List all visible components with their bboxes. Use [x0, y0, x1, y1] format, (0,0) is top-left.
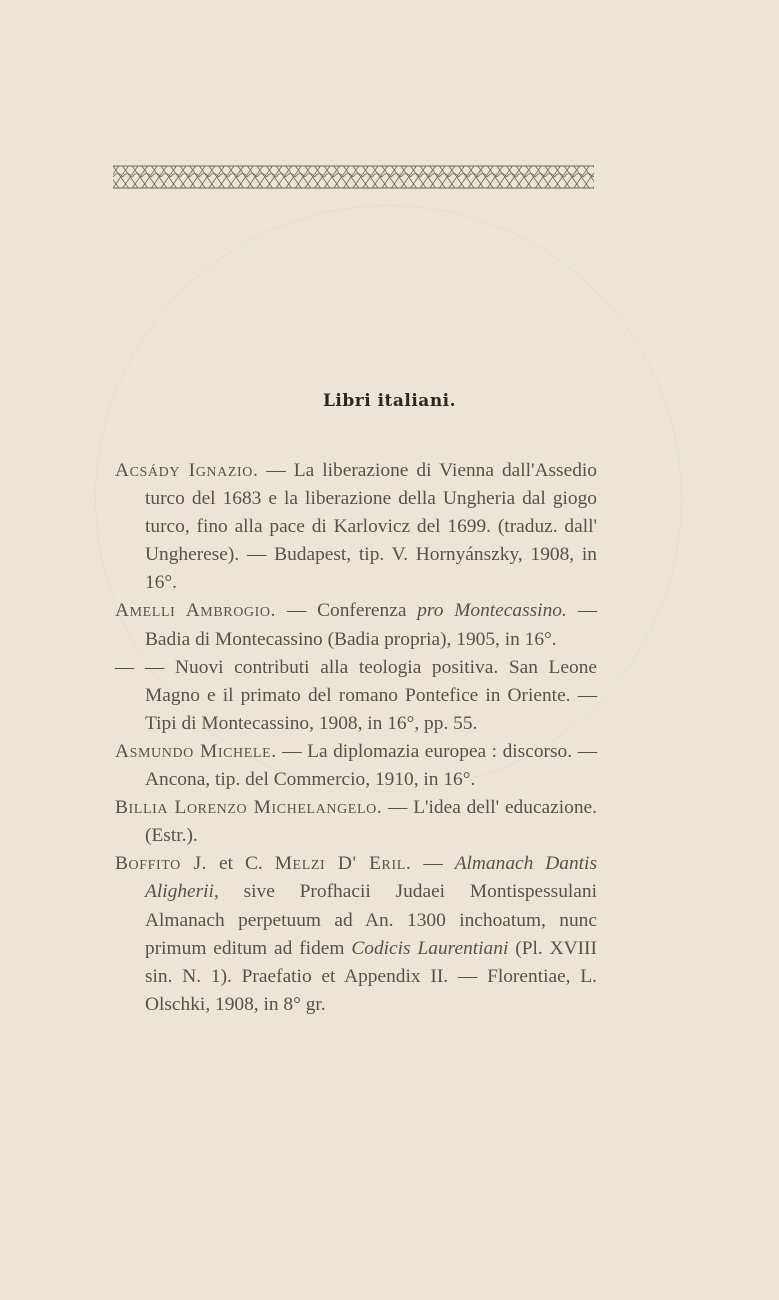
entry-author: Acsády Ignazio.: [115, 460, 259, 481]
decorative-border-ornament: [113, 164, 594, 190]
bibliography-entry: [115, 850, 597, 1019]
entry-author: Amelli Ambrogio.: [115, 600, 277, 622]
bibliography-entry: [115, 597, 597, 653]
bibliography-entry: [115, 654, 597, 738]
entry-title-italic: Codicis Laurentiani: [351, 937, 509, 959]
entry-author: Asmundo Michele.: [115, 740, 277, 762]
entry-text: — La diplomazia europea : discorso. — Ancona, tip. del Commercio, 1910, in 16°.: [145, 740, 597, 791]
entry-text: (Pl. XVIII sin. N. 1). Praefatio et Appendix II. — Florentiae, L. Olschki, 1908, in 8° gr.: [145, 937, 597, 1015]
entry-title-italic: pro Montecassino.: [417, 600, 567, 622]
bibliography-entry: [115, 457, 597, 597]
bibliography-entry: [115, 794, 597, 850]
entry-text: et C.: [207, 853, 275, 875]
entry-text: — — Nuovi contributi alla teologia positiva. San Leone Magno e il primato del romano Pontefice in Oriente. — Tipi di Montecassino, 1908, in 16°, pp. 55.: [115, 656, 597, 734]
entry-text: sive Profhacii Judaei Montispessulani Almanach perpetuum ad An. 1300 inchoatum, nunc primum editum ad fidem: [145, 881, 597, 959]
entry-text: — Badia di Montecassino (Badia propria), 1905, in 16°.: [145, 600, 598, 650]
bibliography-list: [115, 457, 597, 1019]
entry-author: Billia Lorenzo Michelangelo.: [115, 797, 383, 819]
entry-text: — La liberazione di Vienna dall'Assedio turco del 1683 e la liberazione della Ungheria dal giogo turco, fino alla pace di Karlovicz del 1699. (traduz. dall' Ungherese). — Budapest, tip. V. Hornyánszky, 1908, in 16°.: [145, 460, 597, 594]
entry-text: —: [411, 853, 455, 875]
entry-title-italic: Almanach Dantis Aligherii,: [145, 853, 597, 903]
entry-author: Boffito J.: [115, 853, 208, 875]
entry-author: Melzi D' Eril.: [274, 853, 412, 875]
section-heading: Libri italiani.: [322, 391, 457, 411]
bibliography-entry: [115, 738, 597, 794]
entry-text: — L'idea dell' educazione. (Estr.).: [145, 797, 597, 847]
entry-text: — Conferenza: [276, 600, 418, 622]
